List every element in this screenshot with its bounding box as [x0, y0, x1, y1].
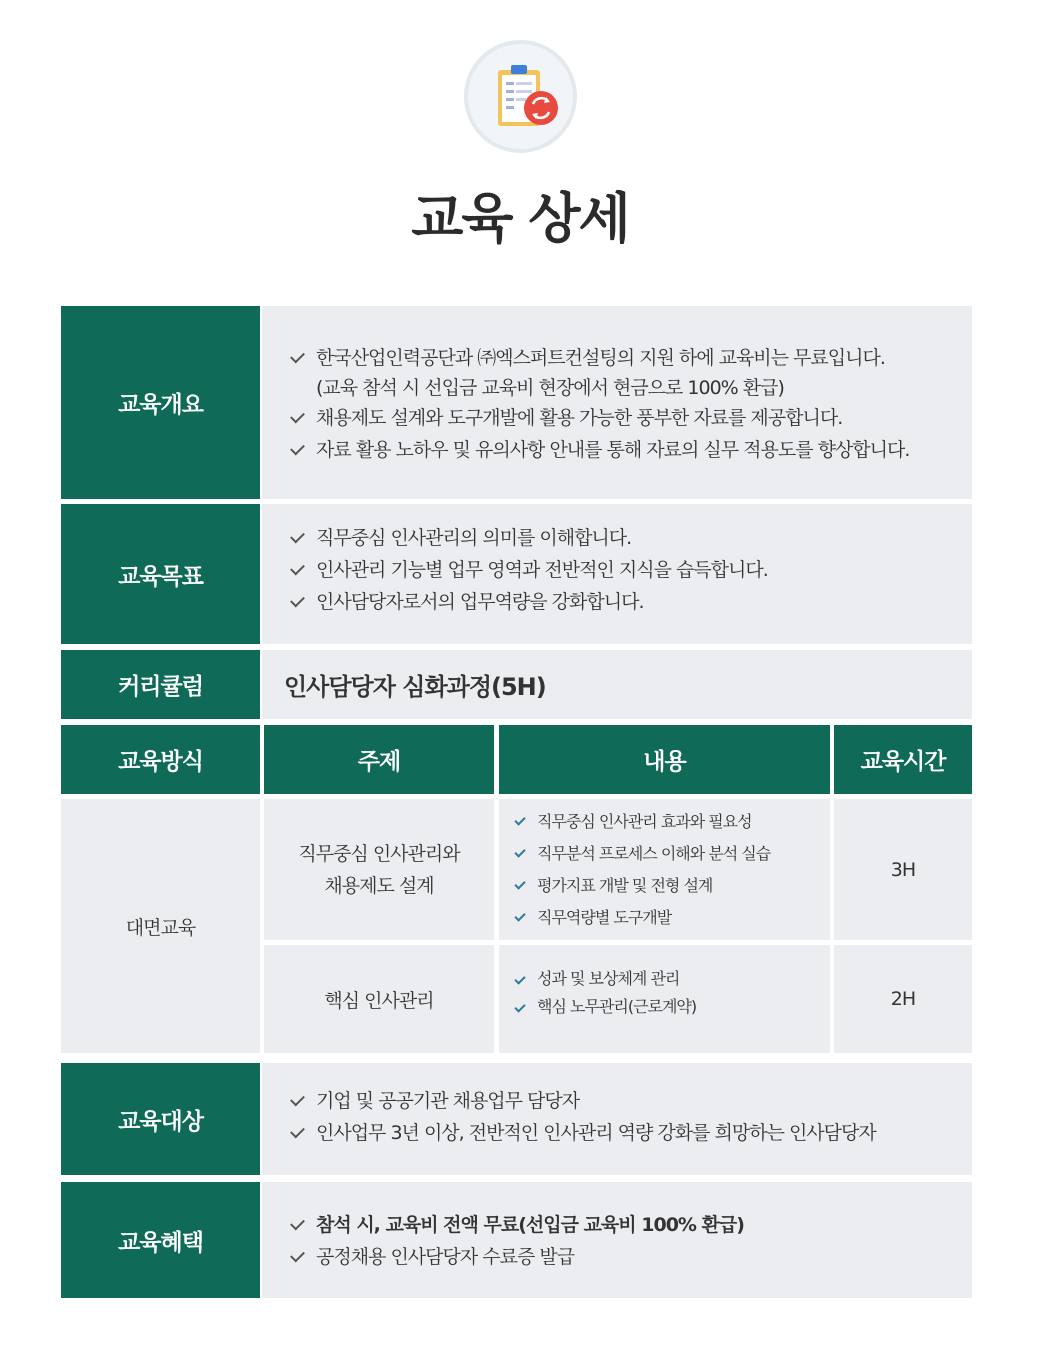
goals-list: [288, 522, 972, 618]
time-cell: 3H: [834, 799, 972, 940]
check-icon: [288, 586, 308, 618]
topic-cell: [264, 799, 494, 940]
curriculum-value: 인사담당자 심화과정(5H): [262, 650, 972, 719]
list-item: 직무분석 프로세스 이해와 분석 실습: [513, 838, 830, 870]
benefits-list: [288, 1209, 972, 1273]
content-list: [513, 806, 830, 934]
page-title: 교육 상세: [411, 187, 629, 250]
overview-label: 교육개요: [61, 306, 260, 499]
topic-line: 직무중심 인사관리와: [298, 842, 460, 865]
list-item: 직무중심 인사관리 효과와 필요성: [513, 806, 830, 838]
method-cell: 대면교육: [61, 799, 260, 1053]
topic-line: 채용제도 설계: [324, 874, 434, 897]
list-item: 인사관리 기능별 업무 영역과 전반적인 지식을 습득합니다.: [288, 554, 972, 586]
content-cell: [499, 799, 830, 940]
clipboard-refresh-icon: [464, 40, 577, 153]
list-item: 인사담당자로서의 업무역량을 강화합니다.: [288, 586, 972, 618]
check-icon: [288, 522, 308, 554]
list-item: 기업 및 공공기관 채용업무 담당자: [288, 1085, 972, 1117]
curriculum-label: 커리큘럼: [61, 650, 260, 719]
check-icon: [288, 1241, 308, 1273]
list-item: 채용제도 설계와 도구개발에 활용 가능한 풍부한 자료를 제공합니다.: [288, 402, 972, 434]
check-icon: [288, 342, 308, 374]
check-icon: [288, 1209, 308, 1241]
content-list: [513, 965, 830, 1021]
overview-content: [262, 306, 972, 499]
list-item: 공정채용 인사담당자 수료증 발급: [288, 1241, 972, 1273]
check-icon: [288, 1117, 308, 1149]
list-item: 직무중심 인사관리의 의미를 이해합니다.: [288, 522, 972, 554]
time-cell: 2H: [834, 945, 972, 1053]
check-icon: [288, 402, 308, 434]
list-item: 자료 활용 노하우 및 유의사항 안내를 통해 자료의 실무 적용도를 향상합니다.: [288, 434, 972, 466]
benefits-label: 교육혜택: [61, 1182, 260, 1298]
overview-list: [288, 342, 972, 466]
table-header-method: 교육방식: [61, 725, 260, 794]
list-item: 평가지표 개발 및 전형 설계: [513, 870, 830, 902]
topic-cell: 핵심 인사관리: [264, 945, 494, 1053]
check-icon: [513, 993, 533, 1025]
list-item: 핵심 노무관리(근로계약): [513, 993, 830, 1021]
check-icon: [513, 870, 533, 902]
list-item: 한국산업인력공단과 ㈜엑스퍼트컨설팅의 지원 하에 교육비는 무료입니다. (교육 참석 시 선입금 교육비 현장에서 현금으로 100% 환급): [288, 342, 972, 402]
list-item: 성과 및 보상체계 관리: [513, 965, 830, 993]
check-icon: [513, 902, 533, 934]
check-icon: [288, 1085, 308, 1117]
target-label: 교육대상: [61, 1063, 260, 1175]
overview-sub-note: (교육 참석 시 선입금 교육비 현장에서 현금으로 100% 환급): [316, 377, 784, 399]
benefits-content: [262, 1182, 972, 1298]
list-item: 인사업무 3년 이상, 전반적인 인사관리 역량 강화를 희망하는 인사담당자: [288, 1117, 972, 1149]
goals-label: 교육목표: [61, 504, 260, 644]
check-icon: [513, 806, 533, 838]
check-icon: [513, 838, 533, 870]
table-header-topic: 주제: [264, 725, 494, 794]
content-cell: [499, 945, 830, 1053]
goals-content: [262, 504, 972, 644]
check-icon: [288, 434, 308, 466]
list-item: 참석 시, 교육비 전액 무료(선입금 교육비 100% 환급): [288, 1209, 972, 1241]
table-header-content: 내용: [499, 725, 830, 794]
target-list: [288, 1085, 972, 1149]
target-content: [262, 1063, 972, 1175]
list-item: 직무역량별 도구개발: [513, 902, 830, 934]
check-icon: [288, 554, 308, 586]
table-header-time: 교육시간: [834, 725, 972, 794]
